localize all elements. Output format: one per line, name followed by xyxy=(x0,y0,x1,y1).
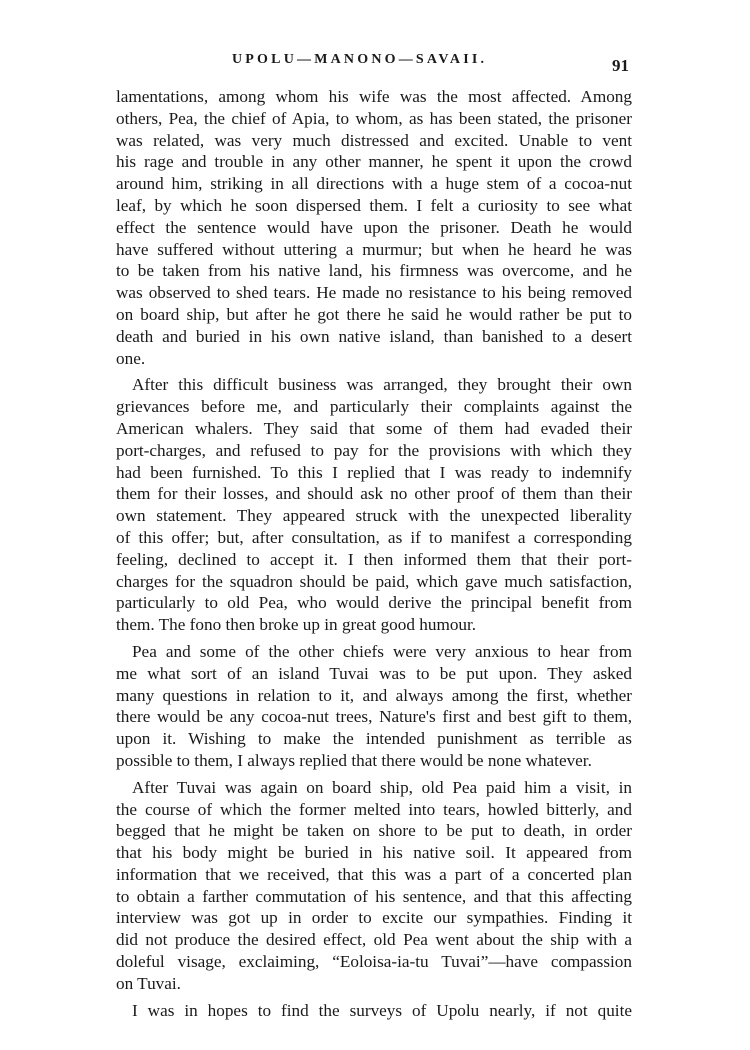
text-line: that his body might be buried in his native soil. It appeared from xyxy=(116,843,632,863)
text-line: port-charges, and refused to pay for the provisions with which they xyxy=(116,440,632,460)
text-line: to obtain a farther commutation of his sentence, and that this affecting xyxy=(116,886,632,906)
text-line: did not produce the desired effect, old Pea went about the ship with a xyxy=(116,930,632,950)
paragraph-4 xyxy=(116,777,632,995)
text-line: them. The fono then broke up in great good humour. xyxy=(116,615,477,635)
text-line: his rage and trouble in any other manner, he spent it upon the crowd xyxy=(116,152,632,172)
text-line: many questions in relation to it, and always among the first, whether xyxy=(116,685,632,705)
running-head-title: UPOLU—MANONO—SAVAII. xyxy=(232,52,488,67)
text-line: around him, striking in all directions with a huge stem of a cocoa-nut xyxy=(116,174,632,194)
text-line: begged that he might be taken on shore to be put to death, in order xyxy=(116,821,632,841)
running-head xyxy=(0,52,750,76)
text-line: of this offer; but, after consultation, as if to manifest a corresponding xyxy=(116,527,632,547)
text-line: own statement. They appeared struck with the unexpected liberality xyxy=(116,506,632,526)
text-line: leaf, by which he soon dispersed them. I felt a curiosity to see what xyxy=(116,195,632,215)
text-line: information that we received, that this was a part of a concerted plan xyxy=(116,864,632,884)
text-line: After Tuvai was again on board ship, old Pea paid him a visit, in xyxy=(132,777,632,797)
text-line: had been furnished. To this I replied that I was ready to indemnify xyxy=(116,462,632,482)
text-line: possible to them, I always replied that there would be none whatever. xyxy=(116,750,592,770)
paragraph-1 xyxy=(116,86,632,369)
text-line: death and buried in his own native island, than banished to a desert xyxy=(116,326,632,346)
text-line: American whalers. They said that some of them had evaded their xyxy=(116,418,632,438)
text-line: on Tuvai. xyxy=(116,973,181,993)
text-line: grievances before me, and particularly their complaints against the xyxy=(116,397,632,417)
text-line: the course of which the former melted into tears, howled bitterly, and xyxy=(116,799,632,819)
text-line: them for their losses, and should ask no other proof of them than their xyxy=(116,484,632,504)
text-line: to be taken from his native land, his firmness was overcome, and he xyxy=(116,261,632,281)
text-line: effect the sentence would have upon the prisoner. Death he would xyxy=(116,217,632,237)
text-line: me what sort of an island Tuvai was to be put upon. They asked xyxy=(116,663,632,683)
text-line: Pea and some of the other chiefs were very anxious to hear from xyxy=(132,641,632,661)
paragraph-2 xyxy=(116,374,632,636)
paragraph-5 xyxy=(116,1000,632,1022)
text-line: others, Pea, the chief of Apia, to whom, as has been stated, the prisoner xyxy=(116,108,632,128)
text-line: doleful visage, exclaiming, “Eoloisa-ia-tu Tuvai”—have compassion xyxy=(116,952,632,972)
text-line: one. xyxy=(116,348,146,368)
page-number: 91 xyxy=(612,56,629,75)
text-line: on board ship, but after he got there he said he would rather be put to xyxy=(116,304,632,324)
text-line: interview was got up in order to excite our sympathies. Finding it xyxy=(116,908,632,928)
text-line: there would be any cocoa-nut trees, Nature's first and best gift to them, xyxy=(116,707,632,727)
paragraph-3 xyxy=(116,641,632,772)
text-line: I was in hopes to find the surveys of Upolu nearly, if not quite xyxy=(132,1000,632,1020)
body-text xyxy=(116,86,632,1026)
text-line: upon it. Wishing to make the intended punishment as terrible as xyxy=(116,729,632,749)
text-line: feeling, declined to accept it. I then informed them that their port- xyxy=(116,549,632,569)
text-line: lamentations, among whom his wife was the most affected. Among xyxy=(116,87,632,106)
text-line: charges for the squadron should be paid, which gave much satisfaction, xyxy=(116,571,632,591)
text-line: have suffered without uttering a murmur; but when he heard he was xyxy=(116,239,632,259)
text-line: After this difficult business was arranged, they brought their own xyxy=(132,375,632,395)
text-line: was observed to shed tears. He made no resistance to his being removed xyxy=(116,283,632,303)
text-line: particularly to old Pea, who would derive the principal benefit from xyxy=(116,593,632,613)
text-line: was related, was very much distressed and excited. Unable to vent xyxy=(116,130,632,150)
